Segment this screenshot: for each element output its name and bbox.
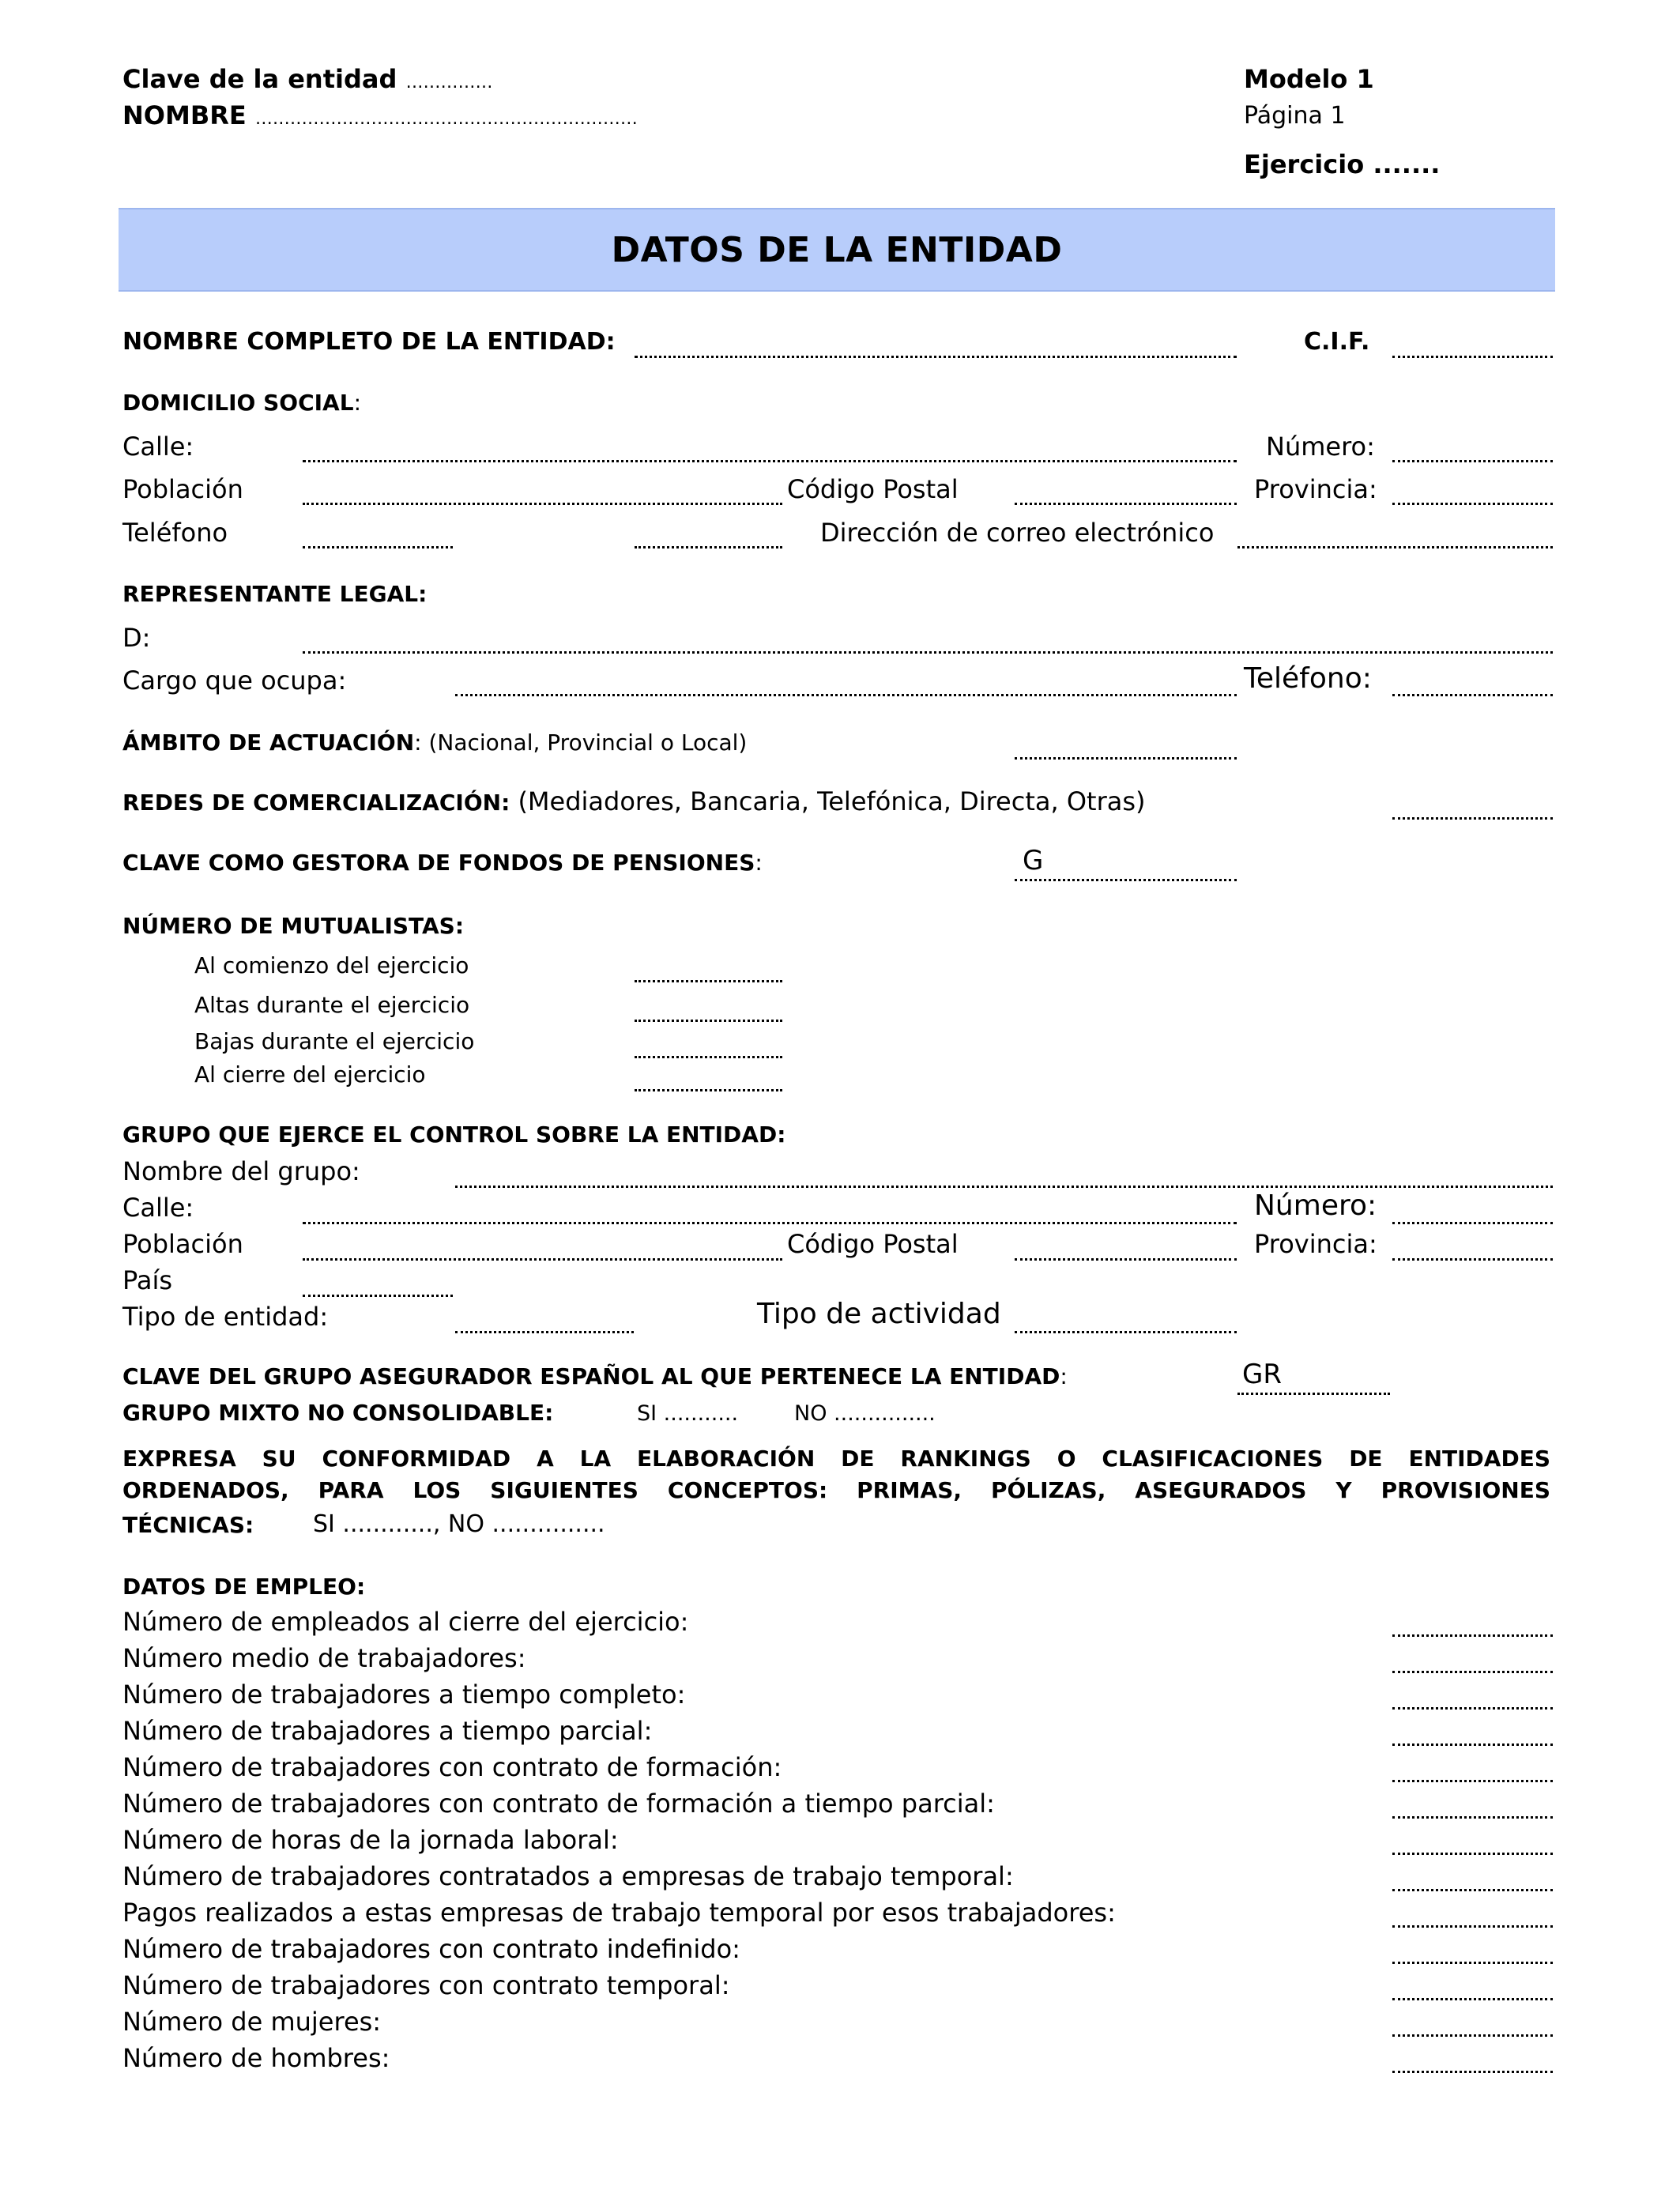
empleo-item: Número medio de trabajadores: xyxy=(122,1643,526,1673)
poblacion-field[interactable] xyxy=(303,503,782,505)
grupo-pais-field[interactable] xyxy=(303,1295,453,1297)
empleo-field[interactable] xyxy=(1392,1816,1553,1819)
empleo-field[interactable] xyxy=(1392,1853,1553,1855)
grupo-calle-label: Calle: xyxy=(122,1193,194,1223)
nombre-completo-label: NOMBRE COMPLETO DE LA ENTIDAD: xyxy=(122,328,616,356)
empleo-item: Número de mujeres: xyxy=(122,2007,382,2037)
poblacion-label: Población xyxy=(122,474,243,504)
rankings-si-no[interactable]: SI ............, NO ............... xyxy=(313,1510,605,1538)
grupo-calle-field[interactable] xyxy=(303,1222,1237,1224)
ambito-label: ÁMBITO DE ACTUACIÓN: (Nacional, Provincial o Local) xyxy=(122,729,748,756)
modelo-label: Modelo 1 xyxy=(1244,64,1374,94)
representante-nombre-field[interactable] xyxy=(303,651,1553,654)
ejercicio-label: Ejercicio ....... xyxy=(1244,149,1441,179)
rankings-line-1: EXPRESA SU CONFORMIDAD A LA ELABORACIÓN DE RANKINGS O CLASIFICACIONES DE ENTIDADES xyxy=(122,1446,1550,1472)
redes-field[interactable] xyxy=(1392,817,1553,820)
empleo-field[interactable] xyxy=(1392,1780,1553,1782)
nombre-label: NOMBRE ………………………………………………………… xyxy=(122,100,638,130)
grupo-codigo-postal-label: Código Postal xyxy=(787,1229,959,1259)
grupo-nombre-label: Nombre del grupo: xyxy=(122,1156,360,1186)
gestora-prefix: G xyxy=(1023,845,1044,876)
grupo-provincia-field[interactable] xyxy=(1392,1258,1553,1261)
telefono-field-1[interactable] xyxy=(303,546,453,548)
pagina-label: Página 1 xyxy=(1244,102,1346,130)
empleo-field[interactable] xyxy=(1392,1925,1553,1928)
mutualistas-item: Bajas durante el ejercicio xyxy=(194,1028,475,1054)
gestora-label: CLAVE COMO GESTORA DE FONDOS DE PENSIONES: xyxy=(122,850,763,876)
grupo-tipo-entidad-label: Tipo de entidad: xyxy=(122,1302,329,1332)
empleo-item: Número de empleados al cierre del ejercicio: xyxy=(122,1607,689,1637)
grupo-poblacion-label: Población xyxy=(122,1229,243,1259)
clave-grupo-label: CLAVE DEL GRUPO ASEGURADOR ESPAÑOL AL QUE PERTENECE LA ENTIDAD: xyxy=(122,1363,1068,1389)
mutualistas-heading: NÚMERO DE MUTUALISTAS: xyxy=(122,913,465,939)
clave-grupo-field[interactable] xyxy=(1237,1393,1390,1395)
telefono-field-2[interactable] xyxy=(635,546,782,548)
empleo-heading: DATOS DE EMPLEO: xyxy=(122,1574,366,1600)
codigo-postal-label: Código Postal xyxy=(787,474,959,504)
representante-d-label: D: xyxy=(122,623,151,653)
cargo-label: Cargo que ocupa: xyxy=(122,665,347,696)
nombre-completo-field[interactable] xyxy=(635,356,1237,358)
grupo-tipo-actividad-field[interactable] xyxy=(1015,1331,1237,1333)
empleo-field[interactable] xyxy=(1392,1744,1553,1746)
mutualistas-comienzo-field[interactable] xyxy=(635,980,782,982)
representante-telefono-field[interactable] xyxy=(1392,694,1553,696)
mutualistas-cierre-field[interactable] xyxy=(635,1089,782,1091)
empleo-field[interactable] xyxy=(1392,1707,1553,1710)
empleo-field[interactable] xyxy=(1392,1998,1553,2000)
clave-entidad-label: Clave de la entidad …………… xyxy=(122,64,493,94)
empleo-item: Número de horas de la jornada laboral: xyxy=(122,1825,619,1855)
mutualistas-altas-field[interactable] xyxy=(635,1020,782,1022)
grupo-mixto-si[interactable]: SI ........... xyxy=(637,1401,739,1426)
numero-label: Número: xyxy=(1266,432,1375,462)
email-label: Dirección de correo electrónico xyxy=(820,518,1215,548)
cif-field[interactable] xyxy=(1392,356,1553,358)
ambito-field[interactable] xyxy=(1015,757,1237,760)
empleo-item: Número de trabajadores a tiempo completo: xyxy=(122,1679,686,1710)
empleo-field[interactable] xyxy=(1392,2071,1553,2073)
numero-field[interactable] xyxy=(1392,460,1553,462)
rankings-line-2: ORDENADOS, PARA LOS SIGUIENTES CONCEPTOS: PRIMAS, PÓLIZAS, ASEGURADOS Y PROVISIONES xyxy=(122,1477,1550,1503)
grupo-numero-field[interactable] xyxy=(1392,1222,1553,1224)
empleo-field[interactable] xyxy=(1392,1634,1553,1637)
cargo-field[interactable] xyxy=(455,694,1237,696)
grupo-pais-label: País xyxy=(122,1265,173,1295)
provincia-label: Provincia: xyxy=(1254,474,1377,504)
empleo-item: Número de trabajadores con contrato temporal: xyxy=(122,1970,730,2000)
grupo-mixto-no[interactable]: NO ............... xyxy=(794,1401,936,1426)
calle-field[interactable] xyxy=(303,460,1237,462)
grupo-provincia-label: Provincia: xyxy=(1254,1229,1377,1259)
page-title: DATOS DE LA ENTIDAD xyxy=(611,229,1063,270)
empleo-item: Número de trabajadores con contrato de formación a tiempo parcial: xyxy=(122,1789,995,1819)
mutualistas-item: Al cierre del ejercicio xyxy=(194,1061,426,1088)
telefono-label: Teléfono xyxy=(122,518,228,548)
grupo-tipo-entidad-field[interactable] xyxy=(455,1331,634,1333)
grupo-codigo-postal-field[interactable] xyxy=(1015,1258,1237,1261)
gestora-field[interactable] xyxy=(1015,879,1237,881)
mutualistas-item: Al comienzo del ejercicio xyxy=(194,952,469,978)
grupo-poblacion-field[interactable] xyxy=(303,1258,782,1261)
empleo-item: Número de hombres: xyxy=(122,2043,390,2073)
representante-heading: REPRESENTANTE LEGAL: xyxy=(122,581,428,607)
section-title-banner xyxy=(119,208,1555,292)
mutualistas-item: Altas durante el ejercicio xyxy=(194,992,470,1018)
empleo-field[interactable] xyxy=(1392,1671,1553,1673)
empleo-item: Pagos realizados a estas empresas de trabajo temporal por esos trabajadores: xyxy=(122,1898,1116,1928)
empleo-item: Número de trabajadores a tiempo parcial: xyxy=(122,1716,653,1746)
representante-telefono-label: Teléfono: xyxy=(1244,662,1372,695)
grupo-numero-label: Número: xyxy=(1254,1189,1377,1222)
empleo-field[interactable] xyxy=(1392,2034,1553,2037)
rankings-tecnicas-label: TÉCNICAS: xyxy=(122,1512,254,1538)
email-field[interactable] xyxy=(1237,546,1553,548)
empleo-field[interactable] xyxy=(1392,1962,1553,1964)
provincia-field[interactable] xyxy=(1392,503,1553,505)
grupo-nombre-field[interactable] xyxy=(455,1186,1553,1188)
redes-label: REDES DE COMERCIALIZACIÓN: (Mediadores, Bancaria, Telefónica, Directa, Otras) xyxy=(122,786,1146,816)
empleo-field[interactable] xyxy=(1392,1889,1553,1891)
grupo-mixto-label: GRUPO MIXTO NO CONSOLIDABLE: xyxy=(122,1400,554,1426)
clave-grupo-prefix: GR xyxy=(1242,1359,1282,1390)
cif-label: C.I.F. xyxy=(1304,328,1370,356)
calle-label: Calle: xyxy=(122,432,194,462)
grupo-heading: GRUPO QUE EJERCE EL CONTROL SOBRE LA ENTIDAD: xyxy=(122,1122,786,1148)
empleo-item: Número de trabajadores con contrato indefinido: xyxy=(122,1934,740,1964)
domicilio-heading: DOMICILIO SOCIAL: xyxy=(122,390,361,416)
codigo-postal-field[interactable] xyxy=(1015,503,1237,505)
grupo-tipo-actividad-label: Tipo de actividad xyxy=(757,1298,1001,1330)
mutualistas-bajas-field[interactable] xyxy=(635,1056,782,1058)
empleo-item: Número de trabajadores con contrato de formación: xyxy=(122,1752,782,1782)
empleo-item: Número de trabajadores contratados a empresas de trabajo temporal: xyxy=(122,1861,1014,1891)
